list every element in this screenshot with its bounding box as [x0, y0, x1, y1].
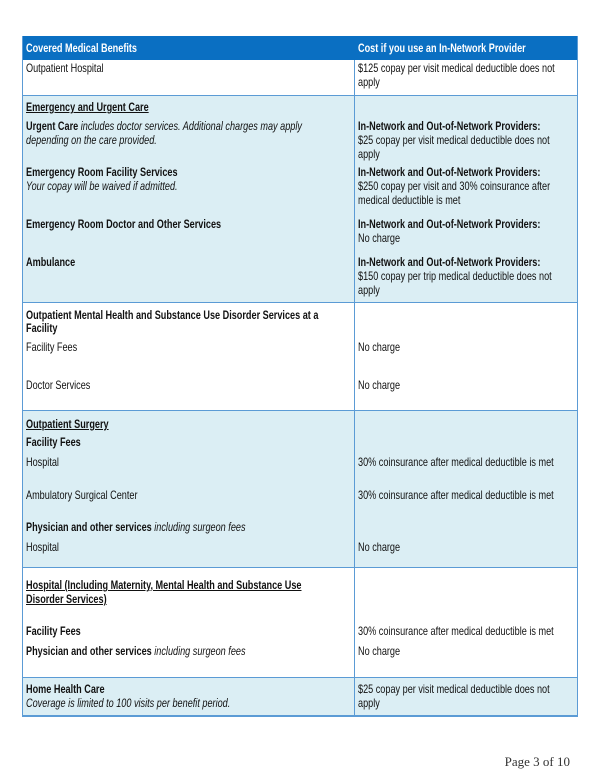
subheading: Physician and other services including surgeon fees	[26, 520, 246, 534]
provider-label: In-Network and Out-of-Network Providers:	[358, 119, 541, 133]
benefit-label: Hospital	[26, 540, 59, 554]
section-title: Facility	[26, 321, 58, 335]
cost-text: apply	[358, 283, 380, 297]
cost-text: 30% coinsurance after medical deductible is met	[358, 488, 554, 502]
cost-text: apply	[358, 147, 380, 161]
subheading: Facility Fees	[26, 435, 81, 449]
cost-text: $25 copay per visit medical deductible does not	[358, 682, 550, 696]
cost-text: apply	[358, 696, 380, 710]
cost-text: medical deductible is met	[358, 193, 461, 207]
column-header-cost: Cost if you use an In-Network Provider	[358, 41, 526, 55]
section-title: Disorder Services)	[26, 592, 107, 606]
cost-text: No charge	[358, 340, 401, 354]
divider	[22, 302, 578, 303]
cost-text: 30% coinsurance after medical deductible is met	[358, 624, 554, 638]
section-title: Outpatient Surgery	[26, 417, 109, 431]
divider	[577, 36, 578, 716]
benefit-label: Facility Fees	[26, 340, 78, 354]
benefit-label: Physician and other services including surgeon fees	[26, 644, 246, 658]
cost-text: No charge	[358, 378, 401, 392]
benefit-note: depending on the care provided.	[26, 133, 157, 147]
cost-text: 30% coinsurance after medical deductible is met	[358, 455, 554, 469]
divider	[22, 410, 578, 411]
benefit-label: Hospital	[26, 455, 59, 469]
column-header-benefits: Covered Medical Benefits	[26, 41, 137, 55]
benefit-note: Coverage is limited to 100 visits per benefit period.	[26, 696, 231, 710]
section-title: Hospital (Including Maternity, Mental Health and Substance Use	[26, 578, 302, 592]
cost-text: apply	[358, 75, 380, 89]
divider	[22, 715, 578, 717]
benefit-label: Emergency Room Doctor and Other Services	[26, 217, 222, 231]
benefit-label: Home Health Care	[26, 682, 105, 696]
benefit-label: Outpatient Hospital	[26, 61, 104, 75]
cost-text: $250 copay per visit and 30% coinsurance after	[358, 179, 551, 193]
divider	[22, 567, 578, 568]
divider	[354, 60, 355, 716]
section-title: Emergency and Urgent Care	[26, 100, 149, 114]
cost-text: No charge	[358, 540, 401, 554]
cost-text: $25 copay per visit medical deductible does not	[358, 133, 550, 147]
benefit-label: Ambulatory Surgical Center	[26, 488, 138, 502]
divider	[22, 677, 578, 678]
cost-text: $125 copay per visit medical deductible does not	[358, 61, 555, 75]
section-title: Outpatient Mental Health and Substance Use Disorder Services at a	[26, 308, 319, 322]
benefit-label: Ambulance	[26, 255, 76, 269]
divider	[22, 95, 578, 96]
cost-text: $150 copay per trip medical deductible does not	[358, 269, 552, 283]
benefit-label: Emergency Room Facility Services	[26, 165, 178, 179]
benefit-label: Doctor Services	[26, 378, 91, 392]
cost-text: No charge	[358, 231, 401, 245]
provider-label: In-Network and Out-of-Network Providers:	[358, 217, 541, 231]
benefit-label: Facility Fees	[26, 624, 81, 638]
divider	[22, 36, 23, 716]
provider-label: In-Network and Out-of-Network Providers:	[358, 255, 541, 269]
provider-label: In-Network and Out-of-Network Providers:	[358, 165, 541, 179]
benefit-label: Urgent Care includes doctor services. Additional charges may apply	[26, 119, 302, 133]
page-number: Page 3 of 10	[504, 754, 570, 769]
cost-text: No charge	[358, 644, 401, 658]
benefit-note: Your copay will be waived if admitted.	[26, 179, 178, 193]
